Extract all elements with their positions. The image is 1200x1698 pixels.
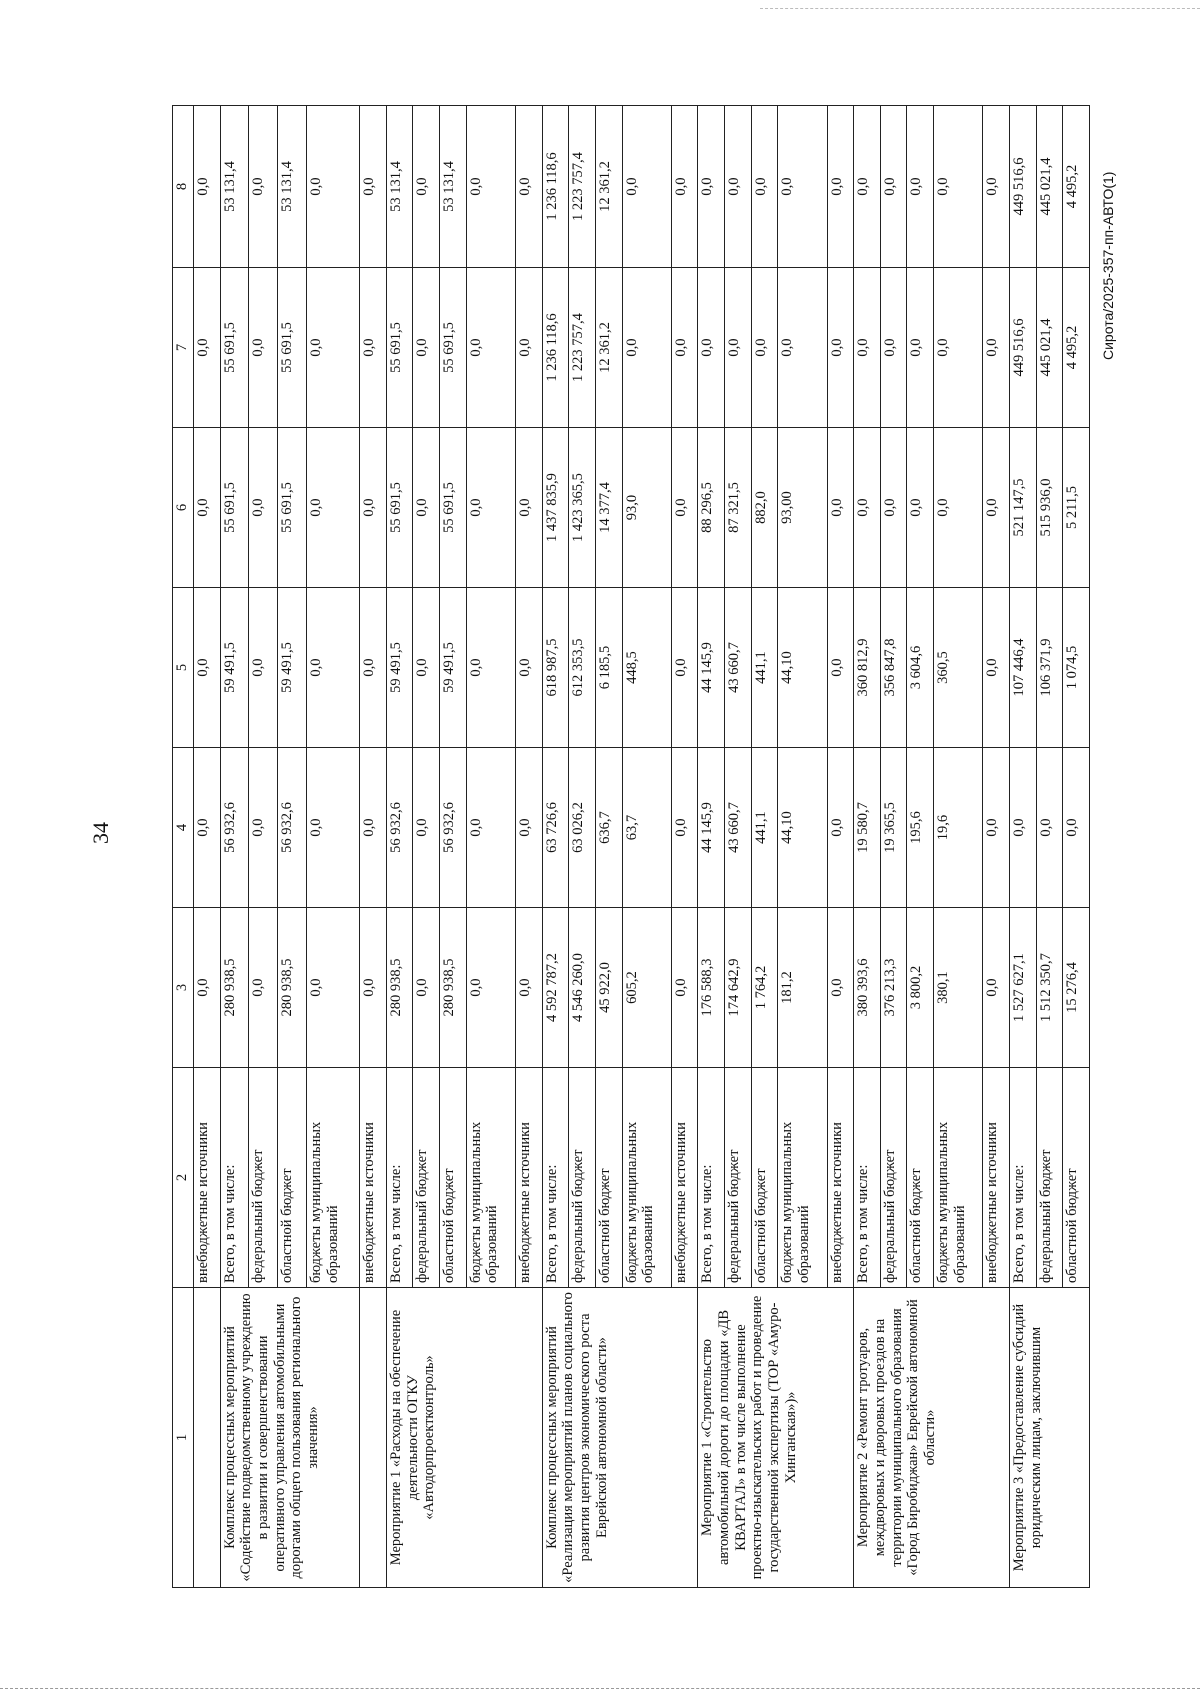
amount-cell-col6: 0,0 <box>671 428 698 588</box>
amount-cell-col6: 0,0 <box>306 428 359 588</box>
amount-cell-col6: 882,0 <box>751 428 778 588</box>
funding-source-cell: областной бюджет <box>907 1068 934 1288</box>
amount-cell-col8: 0,0 <box>698 106 725 268</box>
amount-cell-col8: 0,0 <box>622 106 671 268</box>
funding-source-cell: областной бюджет <box>751 1068 778 1288</box>
amount-cell-col7: 0,0 <box>725 268 752 428</box>
amount-cell-col4: 63 026,2 <box>569 748 596 908</box>
column-header-5: 5 <box>173 588 194 748</box>
amount-cell-col6: 0,0 <box>360 428 387 588</box>
table-row <box>220 106 249 1588</box>
amount-cell-col3: 4 592 787,2 <box>542 908 569 1068</box>
amount-cell-col3: 280 938,5 <box>278 908 307 1068</box>
amount-cell-col8: 0,0 <box>194 106 221 268</box>
amount-cell-col4: 44 145,9 <box>698 748 725 908</box>
amount-cell-col5: 0,0 <box>983 588 1010 748</box>
amount-cell-col3: 280 938,5 <box>440 908 467 1068</box>
funding-source-cell: федеральный бюджет <box>1036 1068 1063 1288</box>
funding-source-cell: федеральный бюджет <box>880 1068 907 1288</box>
table-row <box>542 106 569 1588</box>
amount-cell-col8: 0,0 <box>515 106 542 268</box>
amount-cell-col7: 0,0 <box>515 268 542 428</box>
amount-cell-col7: 0,0 <box>360 268 387 428</box>
amount-cell-col5: 59 491,5 <box>386 588 413 748</box>
amount-cell-col8: 53 131,4 <box>220 106 249 268</box>
amount-cell-col3: 181,2 <box>778 908 827 1068</box>
table-body <box>194 106 1090 1588</box>
column-header-2: 2 <box>173 1068 194 1288</box>
amount-cell-col3: 45 922,0 <box>595 908 622 1068</box>
amount-cell-col7: 0,0 <box>698 268 725 428</box>
amount-cell-col4: 0,0 <box>360 748 387 908</box>
amount-cell-col5: 3 604,6 <box>907 588 934 748</box>
amount-cell-col4: 0,0 <box>827 748 854 908</box>
funding-source-cell: Всего, в том числе: <box>220 1068 249 1288</box>
amount-cell-col6: 55 691,5 <box>278 428 307 588</box>
amount-cell-col7: 0,0 <box>983 268 1010 428</box>
funding-source-cell: федеральный бюджет <box>725 1068 752 1288</box>
amount-cell-col6: 0,0 <box>827 428 854 588</box>
column-header-6: 6 <box>173 428 194 588</box>
funding-source-cell: внебюджетные источники <box>515 1068 542 1288</box>
amount-cell-col7: 4 495,2 <box>1063 268 1090 428</box>
amount-cell-col6: 0,0 <box>854 428 881 588</box>
amount-cell-col5: 0,0 <box>194 588 221 748</box>
amount-cell-col6: 0,0 <box>907 428 934 588</box>
amount-cell-col6: 0,0 <box>413 428 440 588</box>
amount-cell-col3: 176 588,3 <box>698 908 725 1068</box>
amount-cell-col7: 0,0 <box>907 268 934 428</box>
amount-cell-col7: 55 691,5 <box>278 268 307 428</box>
amount-cell-col7: 445 021,4 <box>1036 268 1063 428</box>
amount-cell-col3: 3 800,2 <box>907 908 934 1068</box>
amount-cell-col5: 356 847,8 <box>880 588 907 748</box>
amount-cell-col6: 521 147,5 <box>1009 428 1036 588</box>
amount-cell-col8: 12 361,2 <box>595 106 622 268</box>
amount-cell-col3: 376 213,3 <box>880 908 907 1068</box>
amount-cell-col3: 1 527 627,1 <box>1009 908 1036 1068</box>
table-row <box>386 106 413 1588</box>
amount-cell-col5: 59 491,5 <box>278 588 307 748</box>
amount-cell-col3: 0,0 <box>983 908 1010 1068</box>
amount-cell-col4: 0,0 <box>515 748 542 908</box>
amount-cell-col7: 0,0 <box>466 268 515 428</box>
amount-cell-col4: 0,0 <box>466 748 515 908</box>
amount-cell-col5: 0,0 <box>515 588 542 748</box>
amount-cell-col8: 53 131,4 <box>278 106 307 268</box>
amount-cell-col8: 0,0 <box>778 106 827 268</box>
funding-source-cell: бюджеты муниципальных образований <box>466 1068 515 1288</box>
amount-cell-col8: 0,0 <box>934 106 983 268</box>
amount-cell-col8: 0,0 <box>983 106 1010 268</box>
funding-source-cell: областной бюджет <box>595 1068 622 1288</box>
header-row <box>173 106 194 1588</box>
amount-cell-col3: 174 642,9 <box>725 908 752 1068</box>
funding-source-cell: внебюджетные источники <box>671 1068 698 1288</box>
amount-cell-col4: 19 365,5 <box>880 748 907 908</box>
amount-cell-col8: 0,0 <box>880 106 907 268</box>
page-number: 34 <box>88 822 113 844</box>
amount-cell-col5: 360 812,9 <box>854 588 881 748</box>
amount-cell-col7: 0,0 <box>622 268 671 428</box>
amount-cell-col8: 449 516,6 <box>1009 106 1036 268</box>
program-name-cell <box>194 1288 221 1588</box>
amount-cell-col4: 56 932,6 <box>440 748 467 908</box>
amount-cell-col6: 55 691,5 <box>220 428 249 588</box>
funding-source-cell: внебюджетные источники <box>194 1068 221 1288</box>
amount-cell-col8: 4 495,2 <box>1063 106 1090 268</box>
funding-source-cell: внебюджетные источники <box>983 1068 1010 1288</box>
amount-cell-col8: 445 021,4 <box>1036 106 1063 268</box>
amount-cell-col7: 0,0 <box>671 268 698 428</box>
funding-source-cell: внебюджетные источники <box>827 1068 854 1288</box>
amount-cell-col3: 0,0 <box>306 908 359 1068</box>
amount-cell-col3: 0,0 <box>360 908 387 1068</box>
program-name-cell: Мероприятие 1 «Строительство автомобильной дороги до площадки «ДВ КВАРТАЛ» в том числе выполнение проектно-изыскательских работ и проведение государственной экспертизы (ТОР «Амуро-Хинганская»)» <box>698 1288 854 1588</box>
funding-table <box>172 105 1090 1588</box>
amount-cell-col5: 0,0 <box>360 588 387 748</box>
amount-cell-col3: 0,0 <box>249 908 278 1068</box>
amount-cell-col4: 0,0 <box>1009 748 1036 908</box>
amount-cell-col5: 44,10 <box>778 588 827 748</box>
funding-source-cell: областной бюджет <box>440 1068 467 1288</box>
amount-cell-col8: 0,0 <box>751 106 778 268</box>
amount-cell-col4: 636,7 <box>595 748 622 908</box>
column-header-1: 1 <box>173 1288 194 1588</box>
amount-cell-col5: 0,0 <box>671 588 698 748</box>
amount-cell-col5: 0,0 <box>827 588 854 748</box>
column-header-3: 3 <box>173 908 194 1068</box>
amount-cell-col7: 0,0 <box>194 268 221 428</box>
amount-cell-col3: 280 938,5 <box>386 908 413 1068</box>
amount-cell-col8: 0,0 <box>249 106 278 268</box>
amount-cell-col4: 0,0 <box>413 748 440 908</box>
amount-cell-col3: 0,0 <box>194 908 221 1068</box>
amount-cell-col6: 0,0 <box>515 428 542 588</box>
amount-cell-col7: 55 691,5 <box>220 268 249 428</box>
scan-bottom-line <box>0 1688 1200 1689</box>
amount-cell-col5: 0,0 <box>306 588 359 748</box>
amount-cell-col4: 63,7 <box>622 748 671 908</box>
amount-cell-col5: 107 446,4 <box>1009 588 1036 748</box>
amount-cell-col4: 0,0 <box>249 748 278 908</box>
amount-cell-col4: 0,0 <box>1063 748 1090 908</box>
amount-cell-col7: 0,0 <box>249 268 278 428</box>
amount-cell-col8: 53 131,4 <box>440 106 467 268</box>
amount-cell-col6: 87 321,5 <box>725 428 752 588</box>
amount-cell-col5: 618 987,5 <box>542 588 569 748</box>
table-row <box>1009 106 1036 1588</box>
amount-cell-col4: 0,0 <box>983 748 1010 908</box>
amount-cell-col5: 6 185,5 <box>595 588 622 748</box>
amount-cell-col8: 0,0 <box>360 106 387 268</box>
amount-cell-col3: 0,0 <box>515 908 542 1068</box>
amount-cell-col4: 19 580,7 <box>854 748 881 908</box>
amount-cell-col5: 59 491,5 <box>220 588 249 748</box>
amount-cell-col7: 0,0 <box>306 268 359 428</box>
amount-cell-col3: 1 512 350,7 <box>1036 908 1063 1068</box>
amount-cell-col4: 195,6 <box>907 748 934 908</box>
amount-cell-col5: 0,0 <box>249 588 278 748</box>
amount-cell-col4: 0,0 <box>671 748 698 908</box>
amount-cell-col6: 14 377,4 <box>595 428 622 588</box>
amount-cell-col6: 5 211,5 <box>1063 428 1090 588</box>
amount-cell-col7: 0,0 <box>751 268 778 428</box>
amount-cell-col5: 360,5 <box>934 588 983 748</box>
amount-cell-col6: 1 437 835,9 <box>542 428 569 588</box>
amount-cell-col6: 0,0 <box>983 428 1010 588</box>
column-header-4: 4 <box>173 748 194 908</box>
funding-source-cell: областной бюджет <box>1063 1068 1090 1288</box>
amount-cell-col5: 612 353,5 <box>569 588 596 748</box>
amount-cell-col3: 605,2 <box>622 908 671 1068</box>
table-row <box>360 106 387 1588</box>
funding-source-cell: внебюджетные источники <box>360 1068 387 1288</box>
amount-cell-col4: 0,0 <box>1036 748 1063 908</box>
amount-cell-col6: 0,0 <box>934 428 983 588</box>
amount-cell-col6: 93,0 <box>622 428 671 588</box>
amount-cell-col6: 515 936,0 <box>1036 428 1063 588</box>
amount-cell-col3: 1 764,2 <box>751 908 778 1068</box>
amount-cell-col6: 1 423 365,5 <box>569 428 596 588</box>
amount-cell-col8: 0,0 <box>854 106 881 268</box>
amount-cell-col4: 0,0 <box>194 748 221 908</box>
amount-cell-col4: 56 932,6 <box>278 748 307 908</box>
funding-source-cell: Всего, в том числе: <box>542 1068 569 1288</box>
amount-cell-col3: 15 276,4 <box>1063 908 1090 1068</box>
amount-cell-col8: 0,0 <box>306 106 359 268</box>
funding-source-cell: бюджеты муниципальных образований <box>622 1068 671 1288</box>
funding-source-cell: бюджеты муниципальных образований <box>306 1068 359 1288</box>
amount-cell-col3: 4 546 260,0 <box>569 908 596 1068</box>
amount-cell-col3: 380 393,6 <box>854 908 881 1068</box>
amount-cell-col7: 0,0 <box>854 268 881 428</box>
amount-cell-col5: 106 371,9 <box>1036 588 1063 748</box>
document-code: Сирота/2025-357-пп-АВТО(1) <box>1100 171 1116 360</box>
funding-source-cell: Всего, в том числе: <box>386 1068 413 1288</box>
funding-source-cell: Всего, в том числе: <box>698 1068 725 1288</box>
amount-cell-col4: 56 932,6 <box>386 748 413 908</box>
amount-cell-col6: 0,0 <box>466 428 515 588</box>
funding-source-cell: федеральный бюджет <box>249 1068 278 1288</box>
funding-source-cell: федеральный бюджет <box>413 1068 440 1288</box>
scan-edge-line <box>760 8 1200 9</box>
column-header-8: 8 <box>173 106 194 268</box>
amount-cell-col5: 59 491,5 <box>440 588 467 748</box>
amount-cell-col3: 0,0 <box>466 908 515 1068</box>
amount-cell-col7: 1 236 118,6 <box>542 268 569 428</box>
amount-cell-col6: 0,0 <box>194 428 221 588</box>
funding-source-cell: бюджеты муниципальных образований <box>934 1068 983 1288</box>
program-name-cell: Мероприятие 2 «Ремонт тротуаров, междворовых и дворовых проездов на территории муниципального образования «Город Биробиджан» Еврейской автономной области» <box>854 1288 1010 1588</box>
amount-cell-col7: 0,0 <box>827 268 854 428</box>
amount-cell-col4: 441,1 <box>751 748 778 908</box>
amount-cell-col6: 55 691,5 <box>386 428 413 588</box>
amount-cell-col3: 0,0 <box>413 908 440 1068</box>
amount-cell-col4: 19,6 <box>934 748 983 908</box>
amount-cell-col7: 0,0 <box>934 268 983 428</box>
column-header-7: 7 <box>173 268 194 428</box>
amount-cell-col4: 56 932,6 <box>220 748 249 908</box>
amount-cell-col6: 0,0 <box>249 428 278 588</box>
funding-source-cell: Всего, в том числе: <box>854 1068 881 1288</box>
funding-source-cell: областной бюджет <box>278 1068 307 1288</box>
amount-cell-col4: 44,10 <box>778 748 827 908</box>
amount-cell-col8: 0,0 <box>725 106 752 268</box>
amount-cell-col3: 280 938,5 <box>220 908 249 1068</box>
funding-table-rotated <box>172 106 1090 1588</box>
amount-cell-col3: 0,0 <box>827 908 854 1068</box>
amount-cell-col5: 441,1 <box>751 588 778 748</box>
amount-cell-col6: 0,0 <box>880 428 907 588</box>
program-name-cell: Мероприятие 3 «Предоставление субсидий юридическим лицам, заключившим <box>1009 1288 1089 1588</box>
empty-name-cell <box>360 1288 387 1588</box>
amount-cell-col7: 0,0 <box>778 268 827 428</box>
amount-cell-col5: 44 145,9 <box>698 588 725 748</box>
amount-cell-col8: 0,0 <box>466 106 515 268</box>
amount-cell-col8: 53 131,4 <box>386 106 413 268</box>
amount-cell-col4: 0,0 <box>306 748 359 908</box>
amount-cell-col8: 0,0 <box>413 106 440 268</box>
amount-cell-col7: 55 691,5 <box>386 268 413 428</box>
amount-cell-col6: 88 296,5 <box>698 428 725 588</box>
amount-cell-col8: 0,0 <box>827 106 854 268</box>
amount-cell-col5: 1 074,5 <box>1063 588 1090 748</box>
amount-cell-col7: 55 691,5 <box>440 268 467 428</box>
amount-cell-col8: 1 236 118,6 <box>542 106 569 268</box>
amount-cell-col4: 43 660,7 <box>725 748 752 908</box>
amount-cell-col4: 63 726,6 <box>542 748 569 908</box>
amount-cell-col7: 12 361,2 <box>595 268 622 428</box>
funding-source-cell: федеральный бюджет <box>569 1068 596 1288</box>
funding-source-cell: Всего, в том числе: <box>1009 1068 1036 1288</box>
program-name-cell: Комплекс процессных мероприятий «Реализация мероприятий планов социального развития центров экономического роста Еврейской автономной области» <box>542 1288 698 1588</box>
amount-cell-col7: 0,0 <box>880 268 907 428</box>
program-name-cell: Комплекс процессных мероприятий «Содействие подведомственному учреждению в развитии и совершенствовании оперативного управления автомобильными дорогами общего пользования регионального значения» <box>220 1288 360 1588</box>
amount-cell-col6: 55 691,5 <box>440 428 467 588</box>
program-name-cell: Мероприятие 1 «Расходы на обеспечение деятельности ОГКУ «Автодорпроектконтроль» <box>386 1288 542 1588</box>
amount-cell-col5: 448,5 <box>622 588 671 748</box>
amount-cell-col7: 0,0 <box>413 268 440 428</box>
amount-cell-col5: 43 660,7 <box>725 588 752 748</box>
table-row <box>854 106 881 1588</box>
table-row <box>698 106 725 1588</box>
amount-cell-col7: 1 223 757,4 <box>569 268 596 428</box>
amount-cell-col8: 1 223 757,4 <box>569 106 596 268</box>
amount-cell-col6: 93,00 <box>778 428 827 588</box>
amount-cell-col5: 0,0 <box>413 588 440 748</box>
table-row <box>194 106 221 1588</box>
funding-source-cell: бюджеты муниципальных образований <box>778 1068 827 1288</box>
amount-cell-col3: 380,1 <box>934 908 983 1068</box>
amount-cell-col8: 0,0 <box>907 106 934 268</box>
amount-cell-col7: 449 516,6 <box>1009 268 1036 428</box>
amount-cell-col3: 0,0 <box>671 908 698 1068</box>
amount-cell-col5: 0,0 <box>466 588 515 748</box>
amount-cell-col8: 0,0 <box>671 106 698 268</box>
